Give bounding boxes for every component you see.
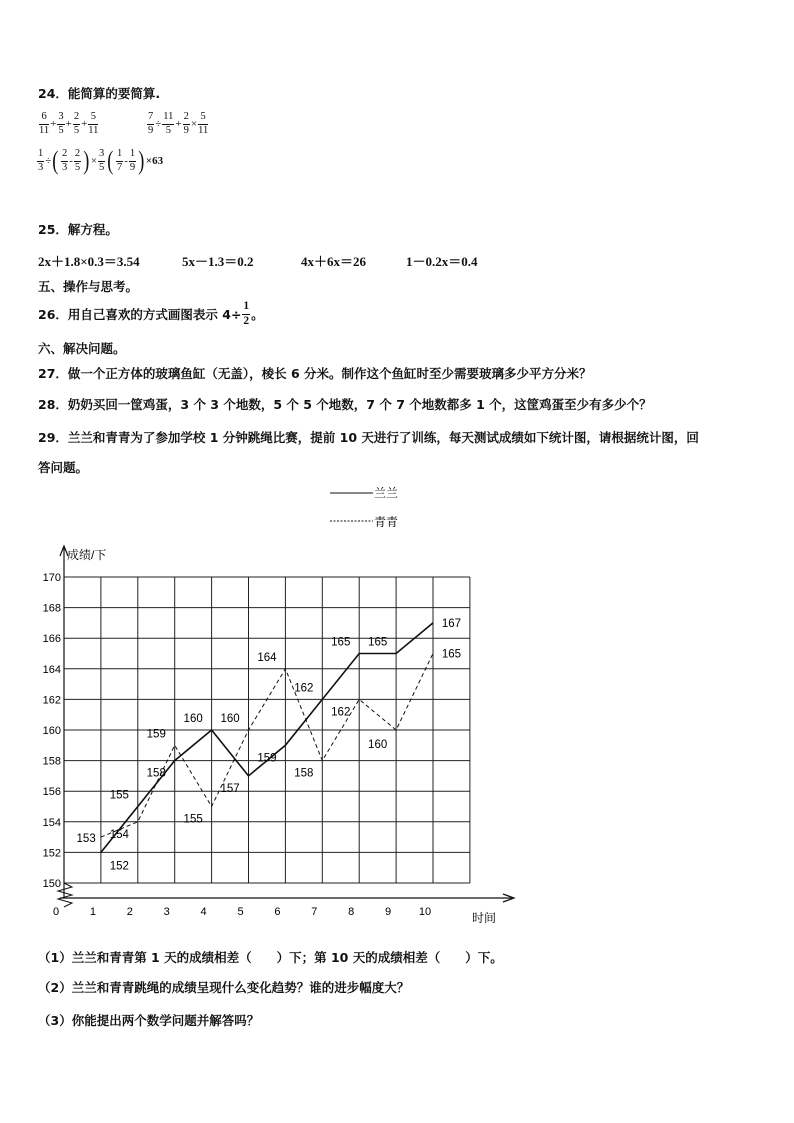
data-label-lanlan: 165 [331, 636, 351, 649]
data-label-lanlan: 158 [146, 767, 166, 780]
data-label-qingqing: 153 [76, 833, 96, 846]
fraction: $\frac{1}{3}$ [38, 148, 44, 173]
q26: 26．用自己喜欢的方式画图表示 4÷ $\frac{1}{2}$ 。 [38, 300, 264, 327]
fraction: $\frac{2}{5}$ [73, 111, 80, 136]
x-tick-label: 4 [200, 906, 207, 918]
data-label-qingqing: 154 [109, 828, 129, 841]
x-tick-label: 8 [348, 906, 355, 918]
fraction: $\frac{3}{5}$ [58, 111, 64, 136]
data-label-lanlan: 160 [183, 713, 203, 725]
data-label-qingqing: 162 [331, 706, 351, 719]
x-tick-label: 1 [89, 906, 96, 918]
q25-title: 25．解方程。 [38, 222, 118, 237]
legend-label-lanlan: 兰兰 [374, 486, 399, 500]
y-tick-label: 156 [42, 786, 61, 799]
fraction: $\frac{2}{3}$ [61, 148, 68, 173]
q29-sub2: （2）兰兰和青青跳绳的成绩呈现什么变化趋势？谁的进步幅度大？ [38, 980, 410, 995]
x-tick-label: 5 [237, 906, 244, 918]
y-tick-label: 150 [42, 878, 61, 890]
fraction: $\frac{7}{9}$ [148, 111, 154, 136]
x-tick-label: 7 [311, 906, 318, 918]
q24-expr2: $\frac{7}{9}$ ÷ $\frac{11}{5}$ + $\frac{2}{9}$ × $\frac{5}{11}$ [148, 111, 209, 136]
data-label-qingqing: 165 [441, 648, 462, 661]
q24-expr3: $\frac{1}{3}$ ÷( $\frac{2}{3}$ - $\frac{2}{5}$ )× $\frac{3}{5}$ ( $\frac{1}{7}$ - $\frac{1}{9}$ )×63 [38, 146, 164, 175]
data-label-lanlan: 152 [109, 860, 129, 873]
data-label-qingqing: 158 [294, 767, 314, 780]
fraction: $\frac{1}{2}$ [243, 300, 250, 327]
data-label-qingqing: 160 [368, 739, 388, 751]
fraction: $\frac{5}{11}$ [198, 111, 209, 136]
section6-heading: 六、解决问题。 [38, 341, 126, 356]
fraction: $\frac{1}{7}$ [116, 148, 123, 173]
fraction: $\frac{3}{5}$ [99, 148, 105, 173]
q25-eq4: 1－0.2x＝0.4 [406, 254, 478, 269]
data-label-lanlan: 155 [109, 789, 129, 802]
section5-heading: 五、操作与思考。 [38, 279, 139, 294]
x-tick-label: 0 [52, 906, 60, 918]
data-label-lanlan: 159 [257, 752, 277, 765]
q28: 28．奶奶买回一筐鸡蛋，3 个 3 个地数，5 个 5 个地数，7 个 7 个地数都多 1 个，这筐鸡蛋至少有多少个？ [38, 397, 652, 412]
y-tick-label: 152 [42, 847, 61, 860]
y-tick-label: 166 [42, 633, 61, 646]
q29-line2: 答问题。 [38, 460, 89, 475]
y-tick-label: 170 [42, 572, 61, 584]
data-label-lanlan: 167 [441, 617, 462, 630]
y-tick-label: 154 [42, 816, 61, 829]
y-tick-label: 164 [42, 663, 61, 676]
data-label-qingqing: 159 [146, 728, 166, 741]
x-tick-label: 9 [385, 906, 392, 918]
legend-label-qingqing: 青青 [374, 515, 399, 529]
y-tick-label: 158 [42, 755, 61, 768]
q24-title: 24．能简算的要简算. [38, 86, 161, 101]
q29-line1: 29．兰兰和青青为了参加学校 1 分钟跳绳比赛，提前 10 天进行了训练，每天测试成绩如下统计图，请根据统计图，回 [38, 430, 699, 445]
q29-sub1: （1）兰兰和青青第 1 天的成绩相差（ ）下；第 10 天的成绩相差（ ）下。 [38, 950, 503, 965]
y-tick-label: 162 [42, 694, 61, 707]
fraction: $\frac{1}{9}$ [129, 148, 136, 173]
x-axis-label: 时间 [472, 911, 497, 925]
x-tick-label: 6 [274, 906, 281, 918]
fraction: $\frac{2}{5}$ [74, 148, 81, 173]
fraction: $\frac{6}{11}$ [39, 111, 50, 136]
q25-eq2: 5x－1.3＝0.2 [182, 254, 254, 269]
q25-eq1: 2x＋1.8×0.3＝3.54 [38, 254, 140, 269]
q25-eq3: 4x＋6x＝26 [301, 254, 367, 269]
y-tick-label: 168 [42, 602, 61, 615]
data-label-qingqing: 164 [257, 651, 277, 664]
data-label-lanlan: 157 [220, 782, 240, 795]
x-tick-label: 3 [163, 906, 170, 918]
fraction: $\frac{5}{11}$ [88, 111, 99, 136]
data-label-qingqing: 155 [183, 813, 203, 826]
q24-expr1: $\frac{6}{11}$ + $\frac{3}{5}$ + $\frac{2}{5}$ + $\frac{5}{11}$ [39, 111, 99, 136]
fraction: $\frac{11}{5}$ [163, 111, 174, 136]
q29-sub3: （3）你能提出两个数学问题并解答吗？ [38, 1013, 260, 1028]
data-label-lanlan: 162 [294, 682, 314, 695]
x-tick-label: 10 [418, 906, 432, 918]
fraction: $\frac{2}{9}$ [183, 111, 189, 136]
data-label-qingqing: 160 [220, 713, 240, 725]
data-label-lanlan: 165 [368, 636, 388, 649]
chart-legend [330, 486, 398, 529]
x-tick-label: 2 [126, 906, 133, 918]
line-chart [0, 480, 794, 930]
y-tick-label: 160 [42, 725, 61, 737]
q27: 27．做一个正方体的玻璃鱼缸（无盖），棱长 6 分米。制作这个鱼缸时至少需要玻璃多少平方分米？ [38, 366, 592, 381]
y-axis-label: 成绩/下 [67, 548, 107, 562]
